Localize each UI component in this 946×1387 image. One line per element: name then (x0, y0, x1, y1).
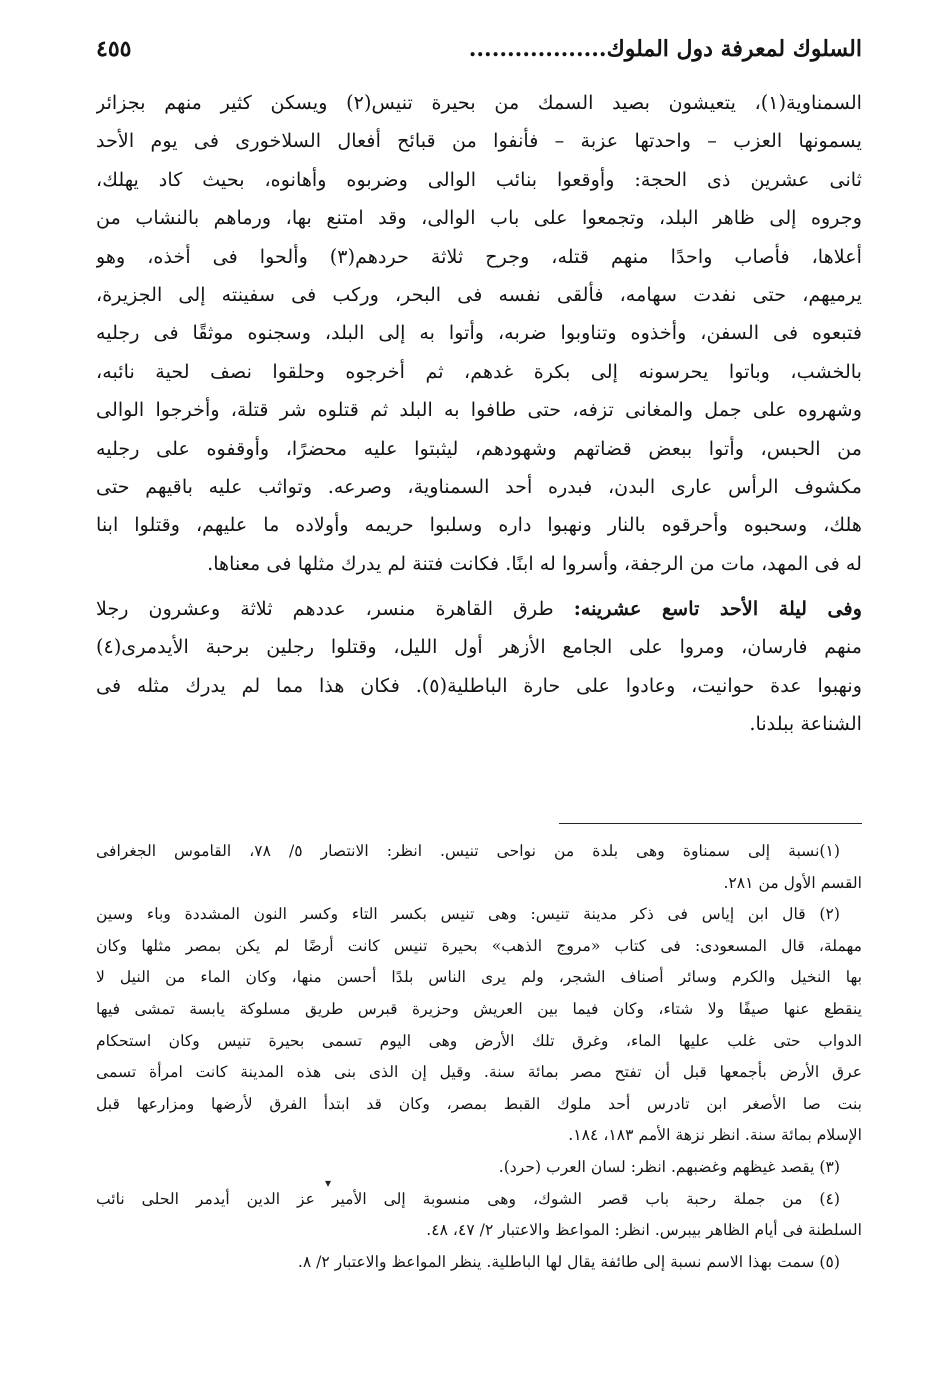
text-line: منهم فارسان، ومروا على الجامع الأزهر أول الليل، وقتلوا رجلين برحبة الأيدمرى(٤) (96, 635, 862, 659)
text-line: الشناعة ببلدنا. (749, 712, 862, 736)
footnote-line: (٢) قال ابن إياس فى ذكر مدينة تنيس: وهى تنيس بكسر التاء وكسر النون المشددة وباء وسين (96, 905, 840, 924)
text-line: يسمونها العزب – واحدتها عزبة – فأنفوا من قبائح أفعال السلاخورى فى يوم الأحد (96, 129, 862, 153)
text-line: فتبعوه فى السفن، وأخذوه وتناوبوا ضربه، وأتوا به إلى البلد، وسجنوه موثقًا فى رجليه (96, 321, 862, 345)
footnote-line: (١)نسبة إلى سمناوة وهى بلدة من نواحى تنيس. انظر: الانتصار ٥/ ٧٨، القاموس الجغرافى (96, 842, 840, 860)
main-text (96, 84, 862, 744)
footnote-line: بها النخيل والكرم وسائر أصناف الشجر، ولم يرى الناس بلدًا أحسن منها، وكان الماء من النيل لا (96, 968, 862, 987)
text-line: من الحبس، وأتوا ببعض قضاتهم وشهودهم، ليثبتوا عليه محضرًا، وأوقفوه على رجليه (96, 436, 862, 460)
footnote-line: القسم الأول من ٢٨١. (723, 873, 862, 892)
footnote-line: (٣) يقصد غيظهم وغضبهم. انظر: لسان العرب (حرد). (498, 1157, 840, 1176)
footnotes (96, 836, 862, 1278)
text-line: وشهروه على جمل والمغانى تزفه، حتى طافوا به البلد ثم قتلوه شر قتلة، وأخرجوا الوالى (96, 398, 862, 422)
text-line: أعلاها، فأصاب واحدًا منهم قتله، وجرح ثلاثة حردهم(٣) وألحوا فى أخذه، وهو (96, 244, 862, 268)
text-line: ثانى عشرين ذى الحجة: وأوقعوا بنائب الوالى وضربوه وأهانوه، بحيث كاد يهلك، (96, 167, 862, 191)
text-line: وجروه إلى ظاهر البلد، وتجمعوا على باب الوالى، وقد امتنع بها، ورماهم بالنشاب من (96, 206, 862, 230)
text-run: طرق القاهرة منسر، عددهم ثلاثة وعشرون رجلا (96, 597, 574, 621)
text-line: بالخشب، وباتوا يحرسونه إلى بكرة غدهم، ثم أخرجوه وحلقوا نصف لحية نائبه، (96, 359, 862, 383)
footnote-line: السلطنة فى أيام الظاهر بيبرس. انظر: المواعظ والاعتبار ٢/ ٤٧، ٤٨. (426, 1221, 862, 1240)
footnote-line: عرق الأرض بأجمعها قبل أن تفتح مصر بمائة سنة. وقيل إن الذى بنى هذه المدينة كانت امرأة تسمى (96, 1063, 862, 1082)
footnote-line: ينقطع عنها صيفًا ولا شتاء، وكان فيما بين العريش وحزيرة قبرس طريق مسلوكة يابسة تمشى فيها (96, 999, 862, 1018)
date-heading: وفى ليلة الأحد تاسع عشرينه: (573, 597, 862, 621)
text-line: يرميهم، حتى نفدت سهامه، فألقى نفسه فى البحر، وركب فى سفينته إلى الجزيرة، (96, 282, 862, 306)
footnote-line: مهملة، قال المسعودى: فى كتاب «مروج الذهب» بحيرة تنيس كانت أرضًا لم يكن بمصر مثلها وكان (96, 936, 862, 955)
text-line: هلك، وسحبوه وأحرقوه بالنار ونهبوا داره وسلبوا حريمه وأولاده ما عليهم، وقتلوا ابنا (96, 513, 862, 537)
text-line: له فى المهد، مات من الرجفة، وأسروا له ابنًا. فكانت فتنة لم يدرك مثلها فى معناها. (207, 551, 862, 575)
footnote-line: بنت صا الأصغر ابن تادرس أحد ملوك القبط بمصر، وكان قد ابتدأ الفرق لأرضها ومزارعها قبل (96, 1094, 862, 1113)
footnote-line: (٥) سمت بهذا الاسم نسبة إلى طائفة يقال لها الباطلية. ينظر المواعظ والاعتبار ٢/ ٨. (297, 1252, 840, 1271)
book-title: السلوك لمعرفة دول الملوك.................. (468, 36, 862, 62)
footnote-separator (559, 823, 862, 824)
print-mark: ▾ (325, 1176, 332, 1190)
text-line: مكشوف الرأس عارى البدن، فبدره أحد السمناوية، وصرعه. وتواثب عليه باقيهم حتى (96, 474, 862, 498)
text-line: السمناوية(١)، يتعيشون بصيد السمك من بحيرة تنيس(٢) ويسكن كثير منهم بجزائر (96, 91, 862, 114)
running-header (96, 36, 862, 62)
paragraph-opening-line (96, 590, 862, 628)
page-number: ٤٥٥ (96, 36, 132, 62)
footnote-line: الإسلام بمائة سنة. انظر نزهة الأمم ١٨٣، ١٨٤. (568, 1126, 862, 1145)
text-line: ونهبوا عدة حوانيت، وعادوا على حارة الباطلية(٥). فكان هذا مما لم يدرك مثله فى (96, 673, 862, 697)
footnote-line: الدواب حتى غلب عليها الماء، وغرق تلك الأرض وهى اليوم تسمى بحيرة تنيس وكان استحكام (96, 1031, 862, 1050)
footnote-line: (٤) من جملة رحبة باب قصر الشوك، وهى منسوبة إلى الأمير عز الدين أيدمر الحلى نائب (96, 1189, 840, 1208)
